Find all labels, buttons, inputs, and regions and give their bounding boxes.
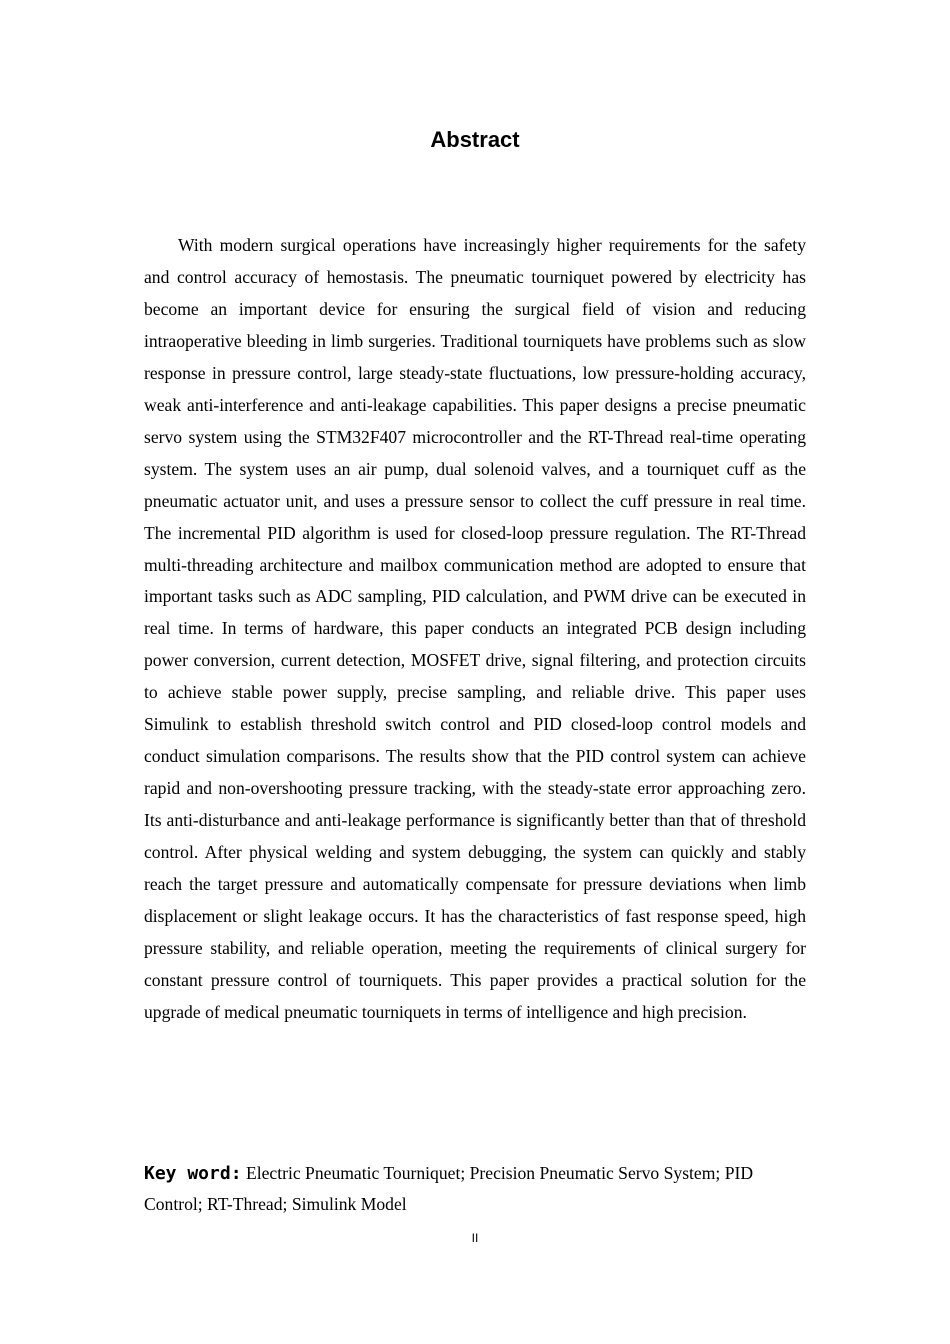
- page-number: II: [471, 1231, 479, 1245]
- keywords-line: [144, 1158, 806, 1219]
- abstract-body-paragraph: With modern surgical operations have increasingly higher requirements for the safety and control accuracy of hemostasis. The pneumatic tourniquet powered by electricity has become an important device for ensuring the surgical field of vision and reducing intraoperative bleeding in limb surgeries. Traditional tourniquets have problems such as slow response in pressure control, large steady-state fluctuations, low pressure-holding accuracy, weak anti-interference and anti-leakage capabilities. This paper designs a precise pneumatic servo system using the STM32F407 microcontroller and the RT-Thread real-time operating system. The system uses an air pump, dual solenoid valves, and a tourniquet cuff as the pneumatic actuator unit, and uses a pressure sensor to collect the cuff pressure in real time. The incremental PID algorithm is used for closed-loop pressure regulation. The RT-Thread multi-threading architecture and mailbox communication method are adopted to ensure that important tasks such as ADC sampling, PID calculation, and PWM drive can be executed in real time. In terms of hardware, this paper conducts an integrated PCB design including power conversion, current detection, MOSFET drive, signal filtering, and protection circuits to achieve stable power supply, precise sampling, and reliable drive. This paper uses Simulink to establish threshold switch control and PID closed-loop control models and conduct simulation comparisons. The results show that the PID control system can achieve rapid and non-overshooting pressure tracking, with the steady-state error approaching zero. Its anti-disturbance and anti-leakage performance is significantly better than that of threshold control. After physical welding and system debugging, the system can quickly and stably reach the target pressure and automatically compensate for pressure deviations when limb displacement or slight leakage occurs. It has the characteristics of fast response speed, high pressure stability, and reliable operation, meeting the requirements of clinical surgery for constant pressure control of tourniquets. This paper provides a practical solution for the upgrade of medical pneumatic tourniquets in terms of intelligence and high precision.: [144, 235, 806, 1022]
- keywords-text: Electric Pneumatic Tourniquet; Precision Pneumatic Servo System; PID Control; RT-Thread; Simulink Model: [144, 1163, 754, 1214]
- abstract-title: Abstract: [430, 127, 520, 152]
- keywords-label: Key word:: [144, 1163, 242, 1184]
